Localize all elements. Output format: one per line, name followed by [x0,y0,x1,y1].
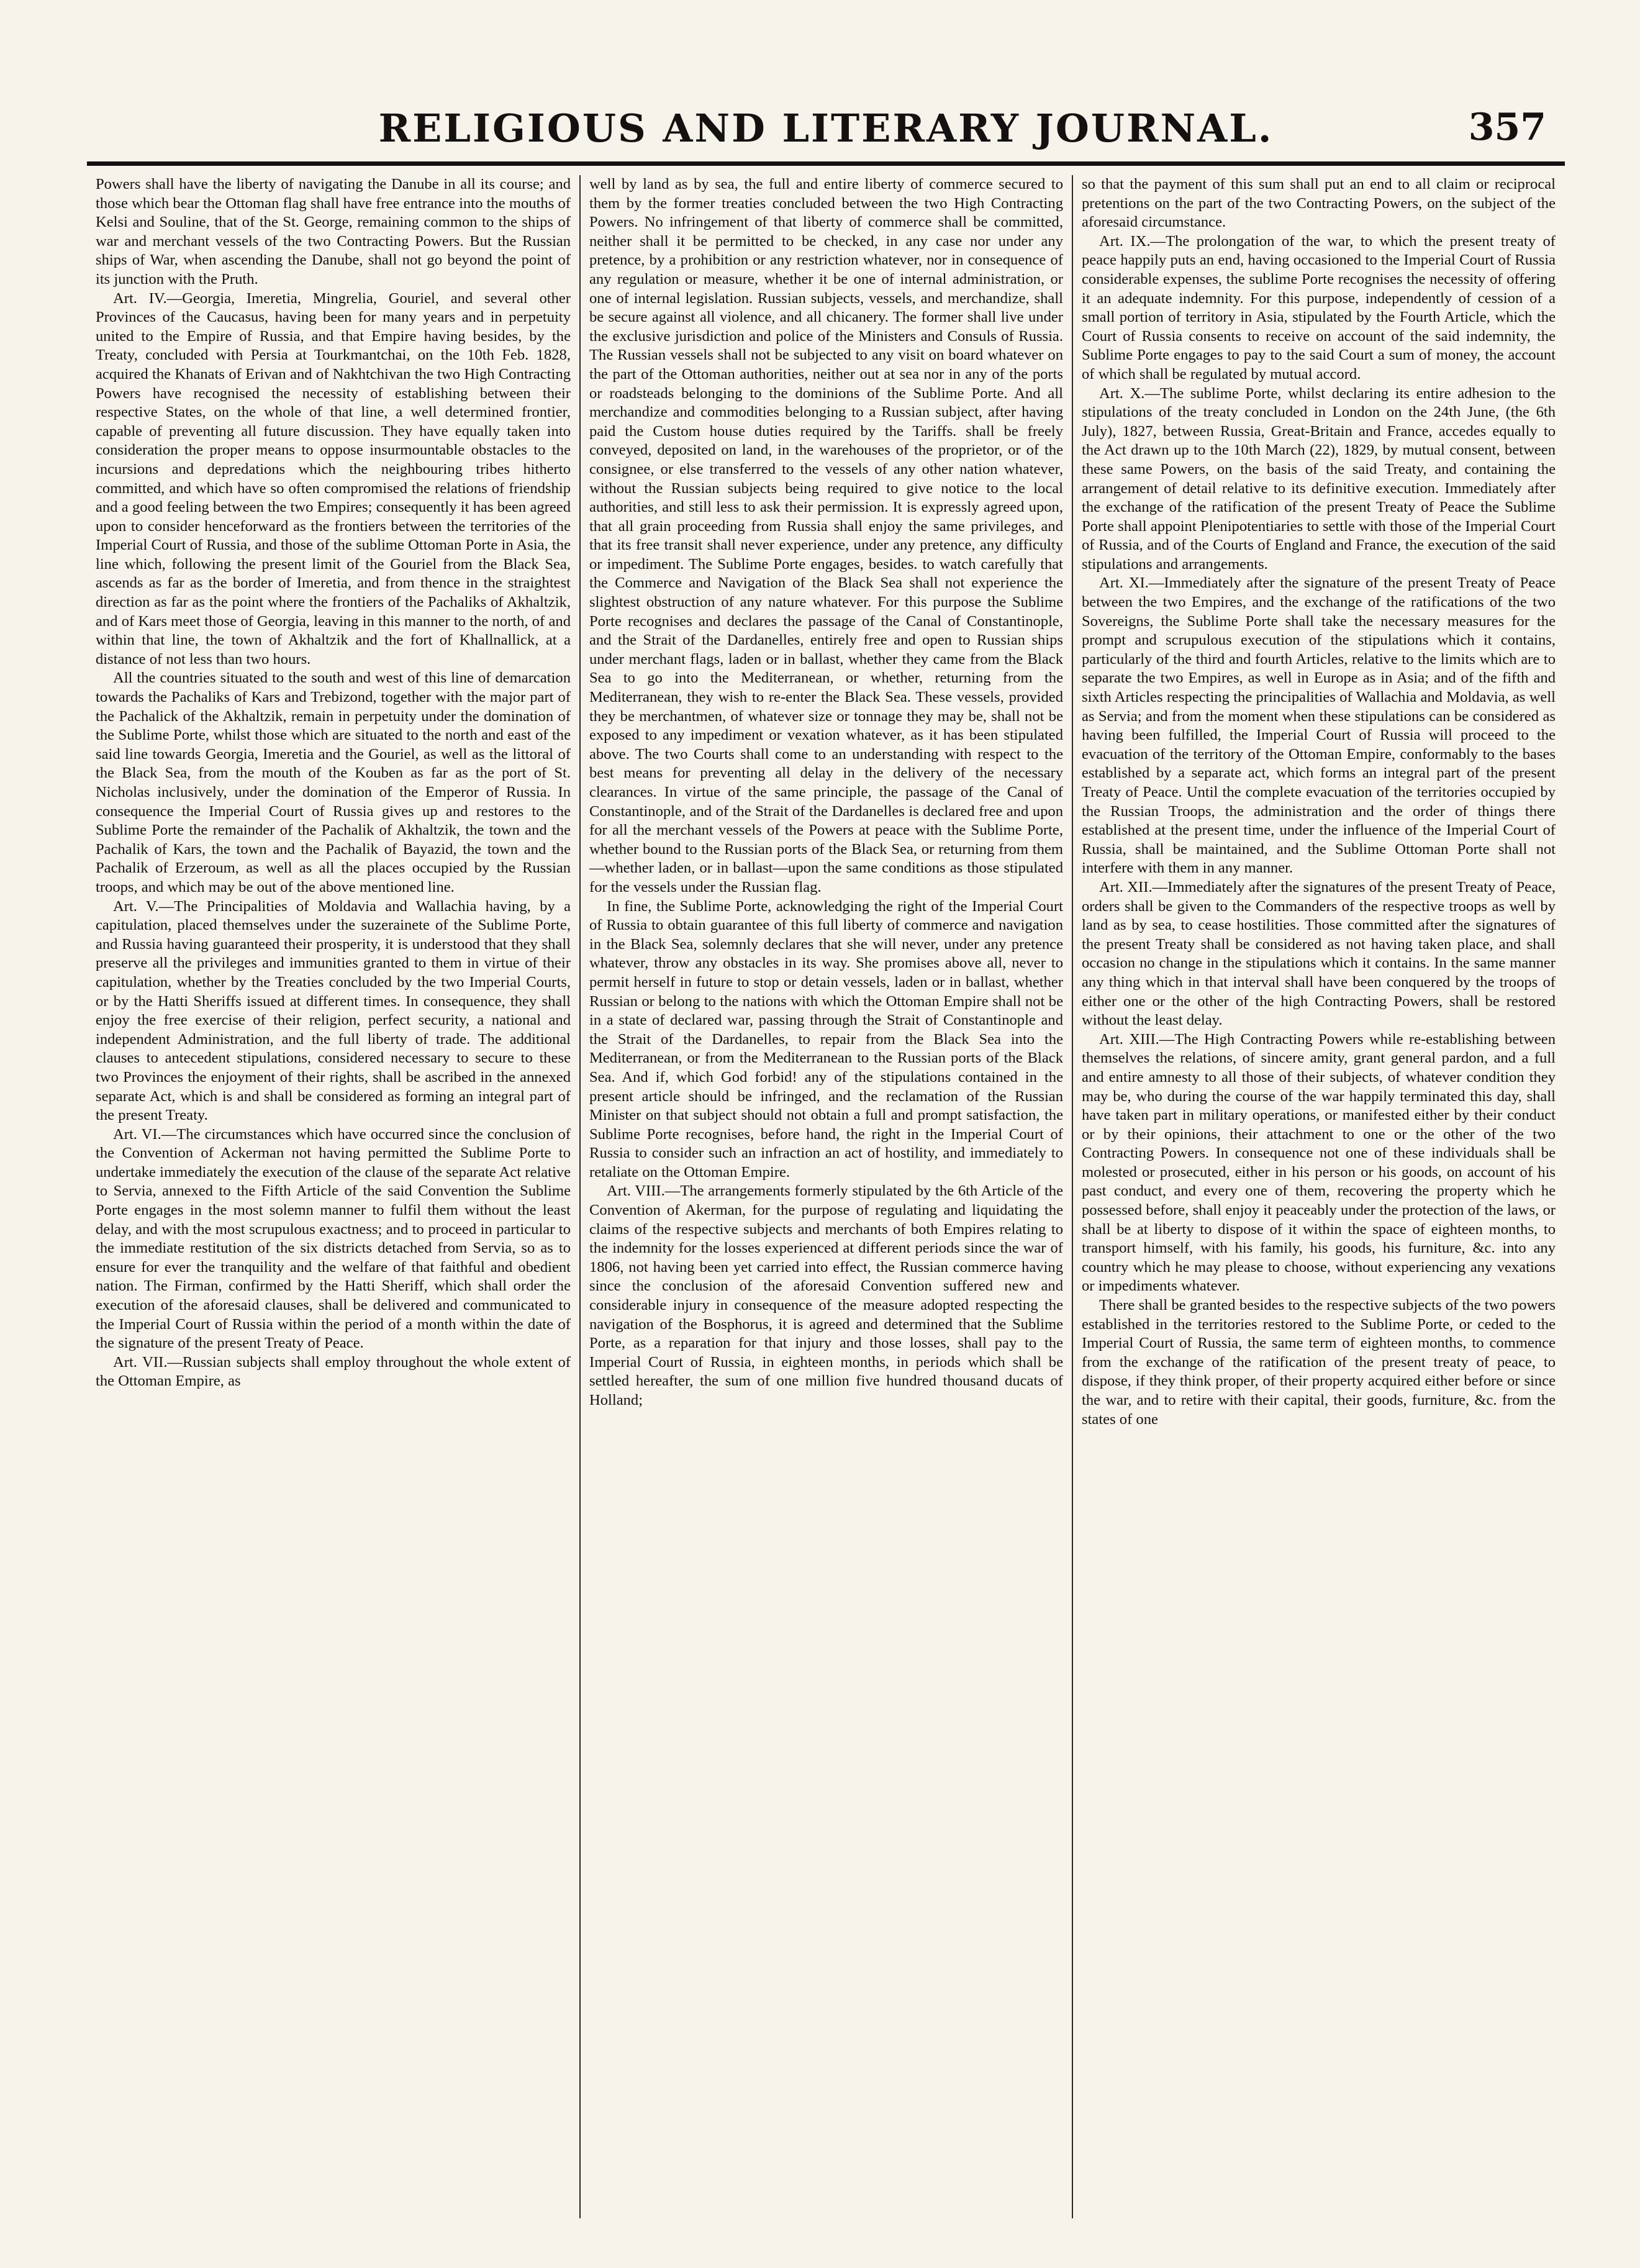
paragraph-art-xiii: Art. XIII.—The High Contracting Powers while re-establishing between themselves the relations, of sincere amity, grant general pardon, and a full and entire amnesty to all those of their subjects, of whatever condition they may be, who during the course of the war happily terminated this day, shall have taken part in military operations, or manifested either by their conduct or by their opinions, their attachment to one or the other of the two Contracting Powers. In consequence not one of these individuals shall be molested or prosecuted, either in his person or his goods, on account of his past conduct, and every one of them, recovering the property which he possessed before, shall enjoy it peaceably under the protection of the laws, or shall be at liberty to dispose of it within the space of eighteen months, to transport himself, with his family, his goods, his furniture, &c. into any country which he may please to choose, without experiencing any vexations or impediments whatever. [1082,1030,1556,1295]
paragraph-art-viii: Art. VIII.—The arrangements formerly stipulated by the 6th Article of the Convention of Akerman, for the purpose of regulating and liquidating the claims of the respective subjects and merchants of both Empires relating to the indemnity for the losses experienced at different periods since the war of 1806, not having been yet carried into effect, the Russian commerce having since the conclusion of the aforesaid Convention suffered new and considerable injury in consequence of the measure adopted respecting the navigation of the Bosphorus, it is agreed and determined that the Sublime Porte, as a reparation for that injury and those losses, shall pay to the Imperial Court of Russia, in eighteen months, in periods which shall be settled hereafter, the sum of one million five hundred thousand ducats of Holland; [589,1182,1063,1408]
paragraph-art-xi: Art. XI.—Immediately after the signature of the present Treaty of Peace between the two Empires, and the exchange of the ratifications of the two Sovereigns, the Sublime Porte shall take the necessary measures for the prompt and scrupulous execution of the stipulations which it contains, particularly of the third and fourth Articles, relative to the limits which are to separate the two Empires, as well in Europe as in Asia; and of the fifth and sixth Articles respecting the principalities of Wallachia and Moldavia, as well as Servia; and from the moment when these stipulations can be considered as having been fulfilled, the Imperial Court of Russia will proceed to the evacuation of the territory of the Ottoman Empire, conformably to the bases established by a separate act, which forms an integral part of the present Treaty of Peace. Until the complete evacuation of the territories occupied by the Russian Troops, the administration and the order of things there established at the present time, under the influence of the Imperial Court of Russia, shall be maintained, and the Sublime Ottoman Porte shall not interfere with them in any manner. [1082,574,1556,877]
paragraph-art-vii: Art. VII.—Russian subjects shall employ throughout the whole extent of the Ottoman Empire, as [96,1353,571,1390]
journal-title: RELIGIOUS AND LITERARY JOURNAL. [378,106,1274,151]
paragraph: In fine, the Sublime Porte, acknowledging the right of the Imperial Court of Russia to obtain guarantee of this full liberty of commerce and navigation in the Black Sea, solemnly declares that she will never, under any pretence whatever, throw any obstacles in its way. She promises above all, never to permit herself in future to stop or detain vessels, laden or in ballast, whether Russian or belong to the nations with which the Ottoman Empire shall not be in a state of declared war, passing through the Strait of Constantinople and the Strait of the Dardanelles, to repair from the Black Sea into the Mediterranean, or from the Mediterranean to the Russian ports of the Black Sea. And if, which God forbid! any of the stipulations contained in the present article should be infringed, and the reclamation of the Russian Minister on that subject should not obtain a full and prompt satisfaction, the Sublime Porte recognises, before hand, the right in the Imperial Court of Russia to consider such an infraction an act of hostility, and immediately to retaliate on the Ottoman Empire. [589,897,1063,1181]
paragraph: well by land as by sea, the full and entire liberty of commerce secured to them by the former treaties concluded between the two High Contracting Powers. No infringement of that liberty of commerce shall be committed, neither shall it be permitted to be checked, in any case nor under any pretence, by a prohibition or any restriction whatever, nor in consequence of any regulation or measure, whether it be one of internal administration, or one of internal legislation. Russian subjects, vessels, and merchandize, shall be secure against all violence, and all chicanery. The former shall live under the exclusive jurisdiction and police of the Ministers and Consuls of Russia. The Russian vessels shall not be subjected to any visit on board whatever on the part of the Ottoman authorities, neither out at sea nor in any of the ports or roadsteads belonging to the dominions of the Sublime Porte. And all merchandize and commodities belonging to a Russian subject, after having paid the Custom house duties required by the Tariffs. shall be freely conveyed, deposited on land, in the warehouses of the proprietor, or of the consignee, or else transferred to the vessels of any other nation whatever, without the Russian subjects being required to give notice to the local authorities, and still less to ask their permission. It is expressly agreed upon, that all grain proceeding from Russia shall enjoy the same privileges, and that its free transit shall never experience, under any pretence, any difficulty or impediment. The Sublime Porte engages, besides. to watch carefully that the Commerce and Navigation of the Black Sea shall not experience the slightest obstruction of any nature whatever. For this purpose the Sublime Porte recognises and declares the passage of the Canal of Constantinople, and the Strait of the Dardanelles, entirely free and open to Russian ships under merchant flags, laden or in ballast, whether they came from the Black Sea to go into the Mediterranean, or whether, returning from the Mediterranean, they wish to re-enter the Black Sea. These vessels, provided they be merchantmen, of whatever size or tonnage they may be, shall not be exposed to any impediment or vexation whatever, as it has been stipulated above. The two Courts shall come to an understanding with respect to the best means for preventing all delay in the delivery of the necessary clearances. In virtue of the same principle, the passage of the Canal of Constantinople, and of the Strait of the Dardanelles is declared free and upon for all the merchant vessels of the Powers at peace with the Sublime Porte, whether bound to the Russian ports of the Black Sea, or returning from them—whether laden, or in ballast—upon the same conditions as those stipulated for the vessels under the Russian flag. [589,176,1063,896]
paragraph-art-iv: Art. IV.—Georgia, Imeretia, Mingrelia, Gouriel, and several other Provinces of the Caucasus, having been for many years and in perpetuity united to the Empire of Russia, and that Empire having besides, by the Treaty, concluded with Persia at Tourkmantchai, on the 10th Feb. 1828, acquired the Khanats of Erivan and of Nakhtchivan the two High Contracting Powers have recognised the necessity of establishing between their respective States, on the whole of that line, a well determined frontier, capable of preventing all future discussion. They have equally taken into consideration the proper means to oppose insurmountable obstacles to the incursions and depredations which the neighbouring tribes hitherto committed, and which have so often compromised the relations of friendship and a good feeling between the two Empires; consequently it has been agreed upon to consider henceforward as the frontiers between the territories of the Imperial Court of Russia, and those of the sublime Ottoman Porte in Asia, the line which, following the present limit of the Gouriel from the Black Sea, ascends as far as the border of Imeretia, and from thence in the straightest direction as far as the point where the frontiers of the Pachaliks of Akhaltzik, and of Kars meet those of Georgia, leaving in this manner to the north, of and within that line, the town of Akhaltzik and the fort of Khallnallick, at a distance of not less than two hours. [96,289,571,668]
column-right [1072,175,1564,2218]
paragraph-art-vi: Art. VI.—The circumstances which have occurred since the conclusion of the Convention of Ackerman not having permitted the Sublime Porte to undertake immediately the execution of the clause of the separate Act relative to Servia, annexed to the Fifth Article of the said Convention the Sublime Porte engages in the most solemn manner to fulfil them without the least delay, and with the most scrupulous exactness; and to proceed in particular to the immediate restitution of the six districts detached from Servia, so as to ensure for ever the tranquility and the welfare of that faithful and obedient nation. The Firman, confirmed by the Hatti Sheriff, which shall order the execution of the aforesaid clauses, shall be delivered and communicated to the Imperial Court of Russia within the period of a month within the date of the signature of the present Treaty of Peace. [96,1125,571,1352]
paragraph-art-v: Art. V.—The Principalities of Moldavia and Wallachia having, by a capitulation, placed themselves under the suzerainete of the Sublime Porte, and Russia having guaranteed their prosperity, it is understood that they shall preserve all the privileges and immunities granted to them in virtue of their capitulation, whether by the Treaties concluded by the two Imperial Courts, or by the Hatti Sheriffs issued at different times. In consequence, they shall enjoy the free exercise of their religion, perfect security, a national and independent Administration, and the full liberty of trade. The additional clauses to antecedent stipulations, considered necessary to secure to these two Provinces the enjoyment of their rights, shall be ascribed in the annexed separate Act, which is and shall be considered as forming an integral part of the present Treaty. [96,897,571,1124]
paragraph: so that the payment of this sum shall put an end to all claim or reciprocal pretentions on the part of the two Contracting Powers, on the subject of the aforesaid circumstance. [1082,176,1556,231]
paragraph-art-xii: Art. XII.—Immediately after the signatures of the present Treaty of Peace, orders shall be given to the Commanders of the respective troops as well by land as by sea, to cease hostilities. Those committed after the signatures of the present Treaty shall be considered as not having taken place, and shall occasion no change in the stipulations which it contains. In the same manner any thing which in that interval shall have been conquered by the troops of either one or the other of the high Contracting Powers, shall be restored without the least delay. [1082,878,1556,1029]
page-header [87,93,1565,168]
paragraph: Powers shall have the liberty of navigating the Danube in all its course; and those which bear the Ottoman flag shall have free entrance into the mouths of Kelsi and Souline, that of the St. George, remaining common to the ships of war and merchant vessels of the two Contracting Powers. But the Russian ships of War, when ascending the Danube, shall not go beyond the point of its junction with the Pruth. [96,176,571,288]
header-rule [87,161,1565,166]
column-middle [579,175,1072,2218]
text-columns [87,175,1565,2218]
paragraph: There shall be granted besides to the respective subjects of the two powers established in the territories restored to the Sublime Porte, or ceded to the Imperial Court of Russia, the same term of eighteen months, to commence from the exchange of the ratification of the present treaty of peace, to dispose, if they think proper, of their property acquired either before or since the war, and to retire with their capital, their goods, furniture, &c. from the states of one [1082,1297,1556,1428]
page-number: 357 [1468,106,1546,149]
newspaper-page [87,93,1565,2223]
paragraph-art-ix: Art. IX.—The prolongation of the war, to which the present treaty of peace happily puts an end, having occasioned to the Imperial Court of Russia considerable expenses, the sublime Porte recognises the necessity of offering it an adequate indemnity. For this purpose, independently of cession of a small portion of territory in Asia, stipulated by the Fourth Article, which the Court of Russia consents to receive on account of the said indemnity, the Sublime Porte engages to pay to the said Court a sum of money, the account of which shall be regulated by mutual accord. [1082,232,1556,383]
paragraph-art-x: Art. X.—The sublime Porte, whilst declaring its entire adhesion to the stipulations of the treaty concluded in London on the 24th June, (the 6th July), 1827, between Russia, Great-Britain and France, accedes equally to the Act drawn up to the 10th March (22), 1829, by mutual consent, between these same Powers, on the basis of the said Treaty, and containing the arrangement of detail relative to its definitive execution. Immediately after the exchange of the ratification of the present Treaty of Peace the Sublime Porte shall appoint Plenipotentiaries to settle with those of the Imperial Court of Russia, and of the Courts of England and France, the execution of the said stipulations and arrangements. [1082,384,1556,573]
paragraph: All the countries situated to the south and west of this line of demarcation towards the Pachaliks of Kars and Trebizond, together with the major part of the Pachalick of the Akhaltzik, remain in perpetuity under the domination of the Sublime Porte, whilst those which are situated to the north and east of the said line towards Georgia, Imeretia and the Gouriel, as well as the littoral of the Black Sea, from the mouth of the Kouben as far as the port of St. Nicholas inclusively, under the domination of the Emperor of Russia. In consequence the Imperial Court of Russia gives up and restores to the Sublime Porte the remainder of the Pachalik of Akhaltzik, the town and the Pachalik of Kars, the town and the Pachalik of Bayazid, the town and the Pachalik of Erzeroum, as well as all the places occupied by the Russian troops, and which may be out of the above mentioned line. [96,669,571,896]
column-left [87,175,579,2218]
